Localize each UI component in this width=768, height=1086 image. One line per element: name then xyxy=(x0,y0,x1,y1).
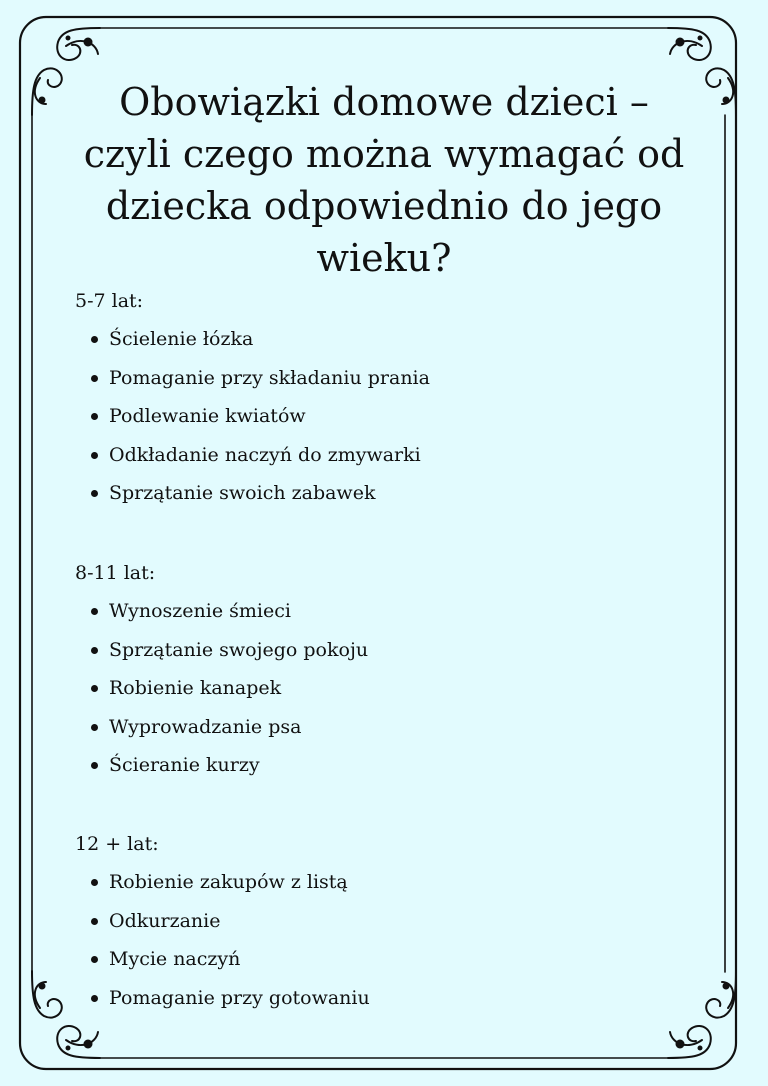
list-item-text: Ścieranie kurzy xyxy=(109,754,260,776)
list-item-text: Odkurzanie xyxy=(109,909,221,932)
list-item-text: Pomaganie przy gotowaniu xyxy=(109,986,370,1009)
list-item-text: Podlewanie kwiatów xyxy=(109,405,306,427)
chore-list xyxy=(75,870,695,1010)
list-item xyxy=(75,870,695,894)
list-item-text: Sprzątanie swojego pokoju xyxy=(109,638,369,661)
list-item-text: Sprzątanie swoich zabawek xyxy=(109,482,376,504)
list-item xyxy=(75,599,695,623)
chore-list xyxy=(75,599,695,777)
list-item xyxy=(75,638,695,662)
list-item xyxy=(75,366,695,390)
list-item-text: Pomaganie przy składaniu prania xyxy=(109,366,430,389)
list-item xyxy=(75,753,695,777)
bullet-icon xyxy=(91,724,98,731)
list-item xyxy=(75,443,695,467)
bullet-icon xyxy=(91,452,98,459)
bullet-icon xyxy=(91,413,98,420)
bullet-icon xyxy=(91,918,98,925)
chore-list xyxy=(75,327,695,505)
bullet-icon xyxy=(91,995,98,1002)
list-item-text: Mycie naczyń xyxy=(109,948,241,970)
list-item-text: Wyprowadzanie psa xyxy=(109,715,302,738)
list-item xyxy=(75,481,695,505)
list-item-text: Robienie kanapek xyxy=(109,677,282,699)
bullet-icon xyxy=(91,608,98,615)
list-item xyxy=(75,327,695,351)
list-item xyxy=(75,404,695,428)
bullet-icon xyxy=(91,647,98,654)
bullet-icon xyxy=(91,762,98,769)
list-item xyxy=(75,947,695,971)
page-title: Obowiązki domowe dzieci – czyli czego można wymagać od dziecka odpowiednio do jego wieku? xyxy=(83,80,685,280)
list-item xyxy=(75,715,695,739)
age-section-12-plus xyxy=(75,832,695,1024)
list-item xyxy=(75,676,695,700)
list-item-text: Wynoszenie śmieci xyxy=(109,600,291,622)
bullet-icon xyxy=(91,375,98,382)
bullet-icon xyxy=(91,879,98,886)
age-section-8-11 xyxy=(75,561,695,792)
section-label: 8-11 lat: xyxy=(75,562,156,584)
bullet-icon xyxy=(91,956,98,963)
bullet-icon xyxy=(91,685,98,692)
bullet-icon xyxy=(91,490,98,497)
age-section-5-7 xyxy=(75,289,695,520)
list-item-text: Robienie zakupów z listą xyxy=(109,871,348,893)
list-item-text: Odkładanie naczyń do zmywarki xyxy=(109,443,421,466)
bullet-icon xyxy=(91,336,98,343)
section-label: 12 + lat: xyxy=(75,833,159,855)
list-item-text: Ścielenie łózka xyxy=(109,328,254,350)
list-item xyxy=(75,986,695,1010)
section-label: 5-7 lat: xyxy=(75,290,144,312)
list-item xyxy=(75,909,695,933)
